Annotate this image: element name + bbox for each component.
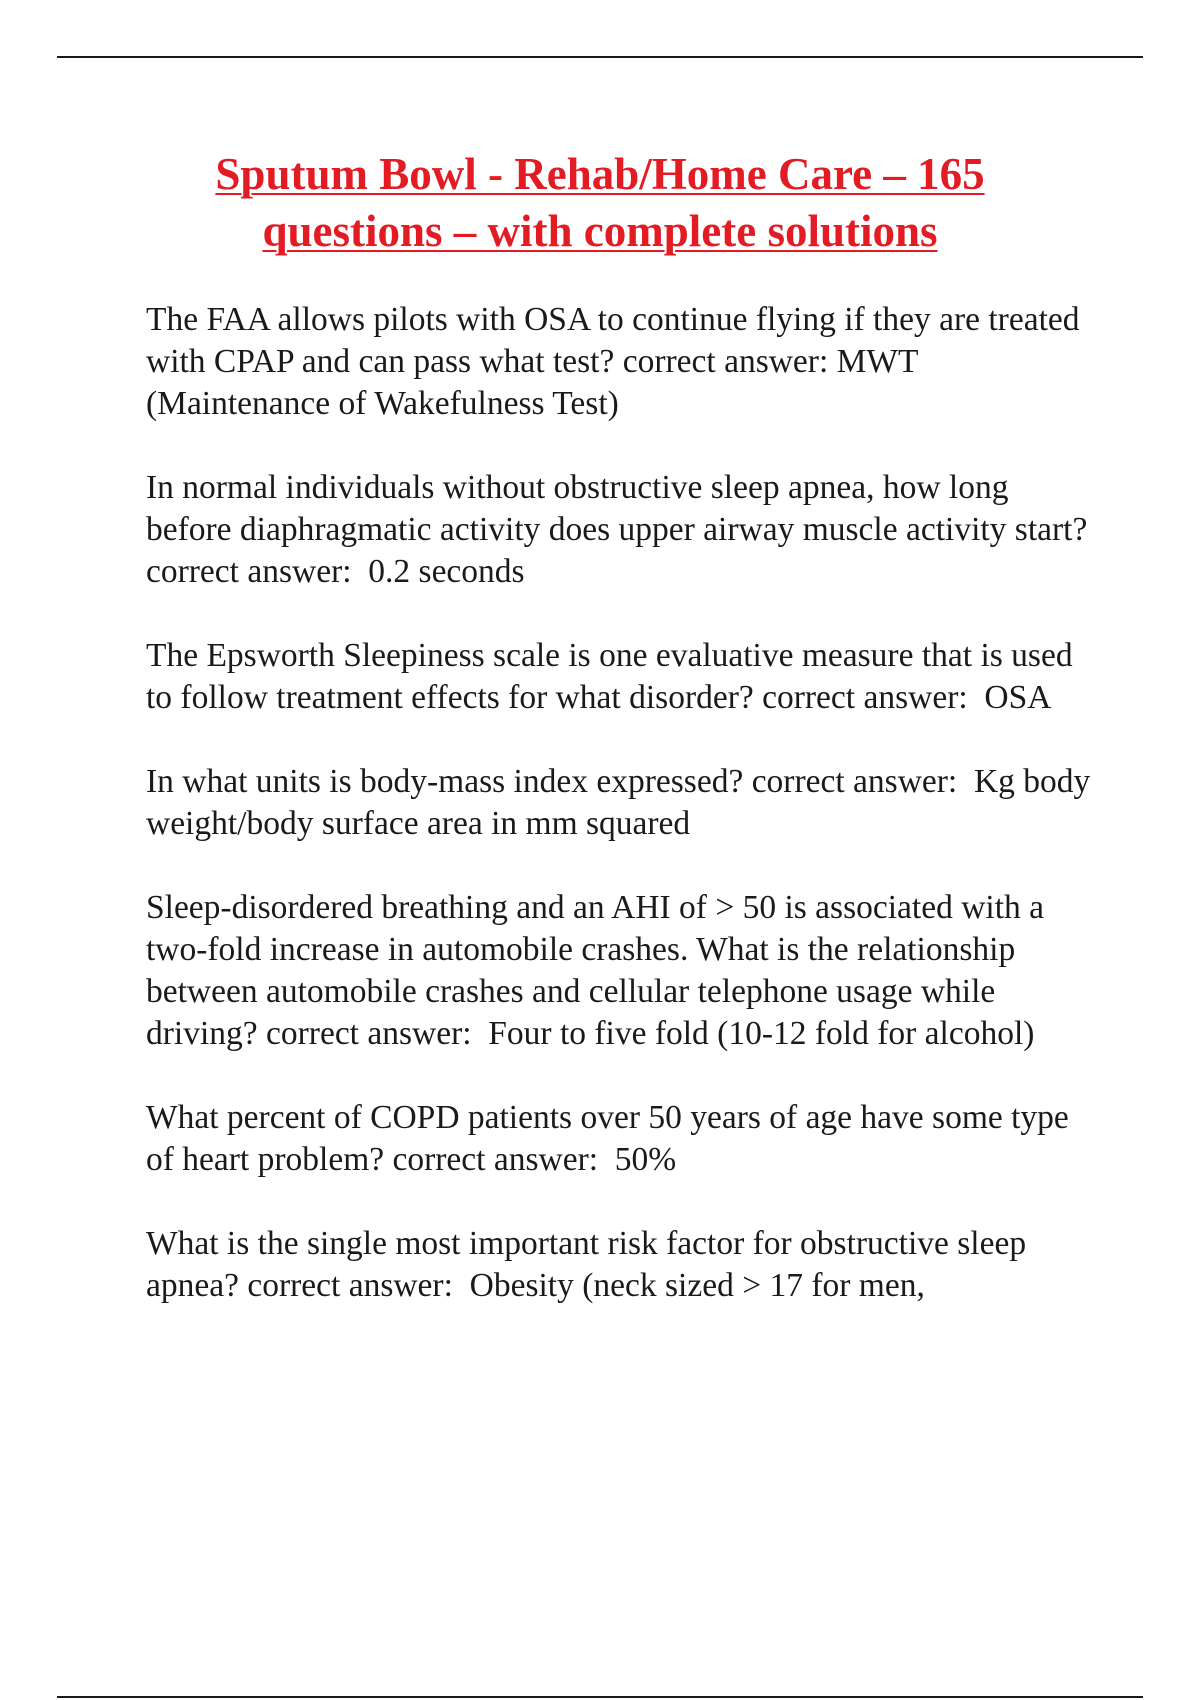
bottom-divider — [57, 1696, 1143, 1698]
answer-text: Kg body weight/body surface area in mm squared — [146, 763, 1099, 842]
question-text: In normal individuals without obstructive sleep apnea, how long before diaphragmatic activity does upper airway muscle activity start? — [146, 469, 1088, 548]
document-title — [100, 146, 1100, 260]
answer-text: Four to five fold (10-12 fold for alcohol) — [479, 1015, 1035, 1052]
title-line-1: Sputum Bowl - Rehab/Home Care – 165 — [215, 149, 985, 199]
qa-item — [146, 761, 1099, 845]
answer-label: correct answer: — [146, 553, 352, 590]
answer-label: correct answer: — [622, 343, 829, 380]
qa-item — [146, 467, 1096, 593]
answer-text: MWT (Maintenance of Wakefulness Test) — [146, 343, 927, 422]
question-text: What is the single most important risk factor for obstructive sleep apnea? — [146, 1225, 1035, 1304]
title-line-2: questions – with complete solutions — [262, 206, 938, 256]
question-text: In what units is body-mass index expressed? — [146, 763, 744, 800]
qa-item — [146, 635, 1096, 719]
qa-item — [146, 887, 1096, 1055]
qa-list — [146, 299, 1099, 1349]
answer-label: correct answer: — [266, 1015, 472, 1052]
answer-text: 0.2 seconds — [359, 553, 525, 590]
answer-label: correct answer: — [751, 763, 958, 800]
question-text: The FAA allows pilots with OSA to continue flying if they are treated with CPAP and can pass what test? — [146, 301, 1088, 380]
qa-item — [146, 1223, 1096, 1307]
question-text: The Epsworth Sleepiness scale is one evaluative measure that is used to follow treatment effects for what disorder? — [146, 637, 1081, 716]
answer-label: correct answer: — [392, 1141, 599, 1178]
question-text: What percent of COPD patients over 50 years of age have some type of heart problem? — [146, 1099, 1078, 1178]
question-text: Sleep-disordered breathing and an AHI of > 50 is associated with a two-fold increase in automobile crashes. What is the relationship between automobile crashes and cellular telephone usage while driving? — [146, 889, 1053, 1052]
qa-item — [146, 1097, 1096, 1181]
answer-text: 50% — [606, 1141, 677, 1178]
qa-item — [146, 299, 1096, 425]
answer-text: Obesity (neck sized > 17 for men, — [461, 1267, 925, 1304]
answer-label: correct answer: — [247, 1267, 453, 1304]
answer-label: correct answer: — [762, 679, 968, 716]
answer-text: OSA — [976, 679, 1052, 716]
top-divider — [57, 56, 1143, 58]
